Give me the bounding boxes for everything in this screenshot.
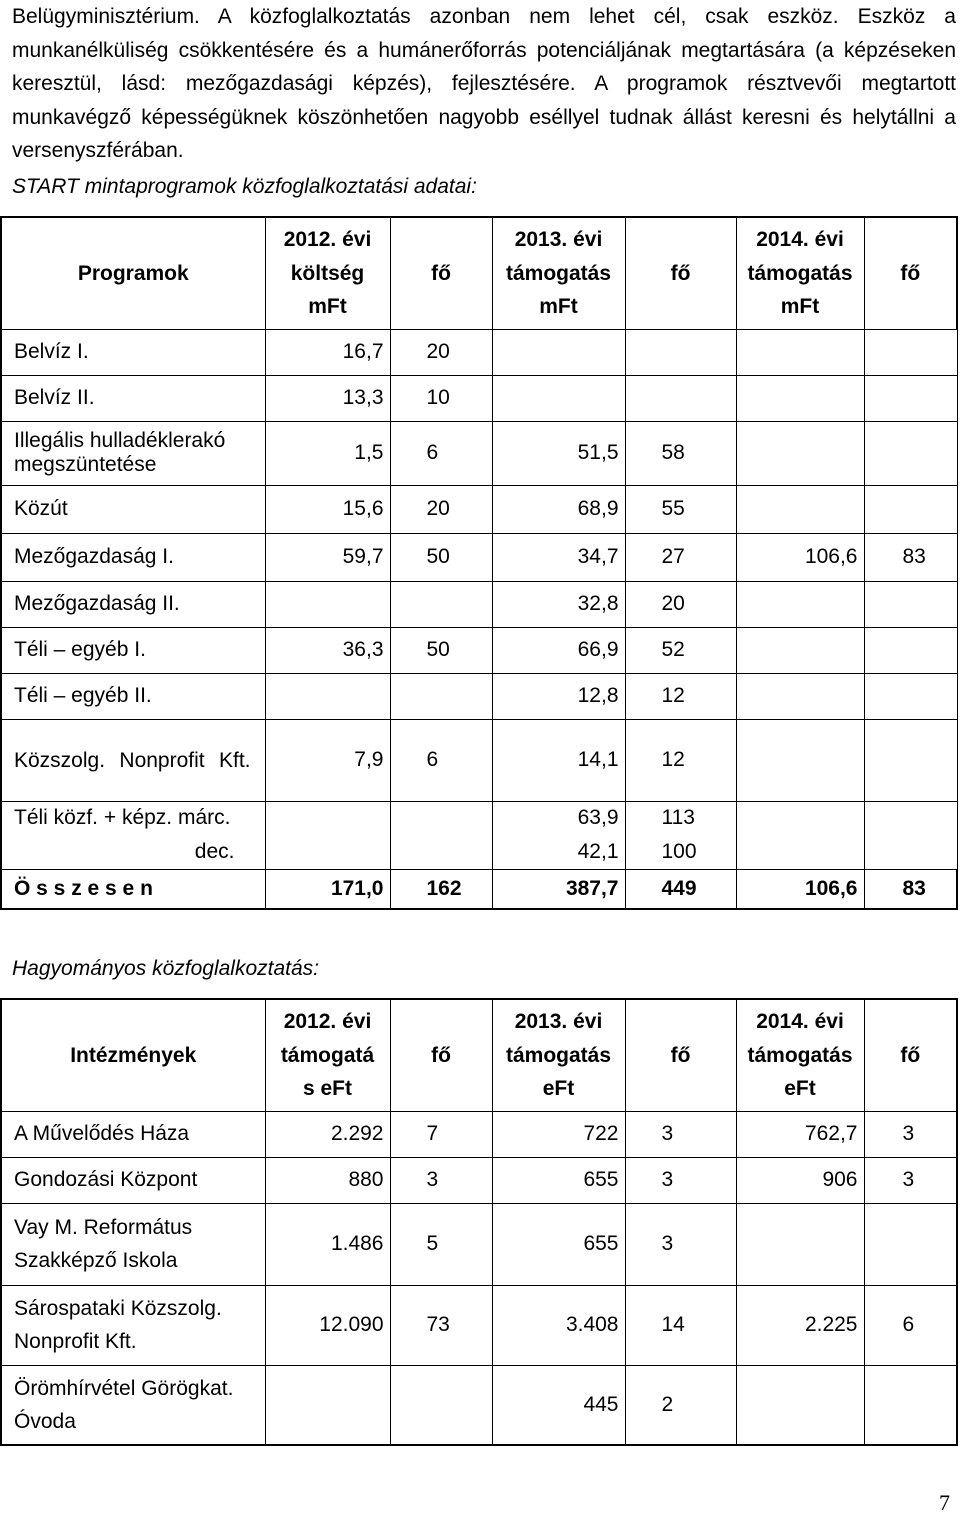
- row-label: Sárospataki Közszolg. Nonprofit Kft.: [1, 1285, 265, 1365]
- header-2014-support: 2014. évi támogatás eFt: [736, 999, 864, 1111]
- cell: 50: [390, 627, 492, 673]
- row-label: Mezőgazdaság I.: [1, 533, 265, 581]
- table-row: [1, 1365, 957, 1445]
- cell: 32,8: [492, 581, 625, 627]
- cell: 100: [625, 835, 736, 869]
- total-cell: 171,0: [265, 869, 390, 909]
- cell: 3: [625, 1111, 736, 1157]
- cell: 14,1: [492, 719, 625, 801]
- row-label: Mezőgazdaság II.: [1, 581, 265, 627]
- table-row: [1, 1111, 957, 1157]
- cell: 12: [625, 719, 736, 801]
- start-programs-table: [0, 216, 958, 910]
- cell: 16,7: [265, 329, 390, 375]
- cell: 10: [390, 375, 492, 421]
- row-label: Belvíz I.: [1, 329, 265, 375]
- cell: 59,7: [265, 533, 390, 581]
- cell: 52: [625, 627, 736, 673]
- cell: 14: [625, 1285, 736, 1365]
- row-label: Téli közf. + képz. márc.: [1, 801, 265, 835]
- table-row: [1, 627, 957, 673]
- cell: 36,3: [265, 627, 390, 673]
- table-header-row: [1, 999, 957, 1111]
- row-label: Gondozási Központ: [1, 1157, 265, 1203]
- total-cell: 387,7: [492, 869, 625, 909]
- table-row: [1, 1285, 957, 1365]
- cell: 7,9: [265, 719, 390, 801]
- cell: 113: [625, 801, 736, 835]
- total-cell: 449: [625, 869, 736, 909]
- traditional-employment-table: [0, 998, 958, 1446]
- header-2013-people: fő: [625, 217, 736, 329]
- total-cell: 106,6: [736, 869, 864, 909]
- cell: 722: [492, 1111, 625, 1157]
- row-label: Belvíz II.: [1, 375, 265, 421]
- cell: 3: [625, 1203, 736, 1285]
- cell: 655: [492, 1203, 625, 1285]
- cell: 1.486: [265, 1203, 390, 1285]
- cell: 906: [736, 1157, 864, 1203]
- cell: 20: [390, 485, 492, 533]
- cell: 762,7: [736, 1111, 864, 1157]
- intro-paragraph: Belügyminisztérium. A közfoglalkoztatás azonban nem lehet cél, csak eszköz. Eszköz a munkanélküliség csökkentésére és a humánerőforrás potenciáljának megtartására (a képzéseken keresztül, lásd: mezőgazdasági képzés), fejlesztésére. A programok résztvevői megtartott munkavégző képességüknek köszönhetően nagyobb eséllyel tudnak állást keresni és helytállni a versenyszférában.: [12, 5, 956, 162]
- cell: 42,1: [492, 835, 625, 869]
- cell: 63,9: [492, 801, 625, 835]
- cell: 3.408: [492, 1285, 625, 1365]
- header-2013-support: 2013. évi támogatás mFt: [492, 217, 625, 329]
- cell: 15,6: [265, 485, 390, 533]
- cell: 1,5: [265, 421, 390, 485]
- cell: 66,9: [492, 627, 625, 673]
- cell: 51,5: [492, 421, 625, 485]
- row-label: Illegális hulladéklerakó megszüntetése: [1, 421, 265, 485]
- table-header-row: [1, 217, 957, 329]
- cell: 6: [390, 421, 492, 485]
- cell: 50: [390, 533, 492, 581]
- cell: 655: [492, 1157, 625, 1203]
- table-row: [1, 1203, 957, 1285]
- cell: 13,3: [265, 375, 390, 421]
- cell: 12.090: [265, 1285, 390, 1365]
- cell: 58: [625, 421, 736, 485]
- cell: 880: [265, 1157, 390, 1203]
- header-2012-people: fő: [390, 217, 492, 329]
- row-label: Közszolg. Nonprofit Kft.: [1, 719, 265, 801]
- row-label: A Művelődés Háza: [1, 1111, 265, 1157]
- cell: 445: [492, 1365, 625, 1445]
- cell: 12: [625, 673, 736, 719]
- table-row: [1, 533, 957, 581]
- row-label: Téli – egyéb II.: [1, 673, 265, 719]
- cell: 5: [390, 1203, 492, 1285]
- cell: 2: [625, 1365, 736, 1445]
- cell: 3: [864, 1157, 957, 1203]
- cell: 3: [390, 1157, 492, 1203]
- header-2014-people: fő: [864, 217, 957, 329]
- traditional-table-caption: Hagyományos közfoglalkoztatás:: [12, 957, 319, 980]
- cell: 73: [390, 1285, 492, 1365]
- cell: 55: [625, 485, 736, 533]
- table-row: [1, 375, 957, 421]
- header-2014-people: fő: [864, 999, 957, 1111]
- cell: 20: [625, 581, 736, 627]
- row-label: Vay M. Református Szakképző Iskola: [1, 1203, 265, 1285]
- table-row: [1, 421, 957, 485]
- table-row: [1, 835, 957, 869]
- header-programs: Programok: [1, 217, 265, 329]
- header-2012-people: fő: [390, 999, 492, 1111]
- table-row: [1, 801, 957, 835]
- total-row: [1, 869, 957, 909]
- header-2012-support: 2012. évi támogatá s eFt: [265, 999, 390, 1111]
- table-row: [1, 581, 957, 627]
- table-row: [1, 719, 957, 801]
- row-label: Közút: [1, 485, 265, 533]
- header-institutions: Intézmények: [1, 999, 265, 1111]
- cell: 34,7: [492, 533, 625, 581]
- header-2012-cost: 2012. évi költség mFt: [265, 217, 390, 329]
- cell: 6: [390, 719, 492, 801]
- table-row: [1, 485, 957, 533]
- cell: 68,9: [492, 485, 625, 533]
- cell: 27: [625, 533, 736, 581]
- cell: 7: [390, 1111, 492, 1157]
- cell: 6: [864, 1285, 957, 1365]
- cell: 3: [864, 1111, 957, 1157]
- table-row: [1, 1157, 957, 1203]
- header-2014-support: 2014. évi támogatás mFt: [736, 217, 864, 329]
- cell: 3: [625, 1157, 736, 1203]
- row-label: Örömhírvétel Görögkat. Óvoda: [14, 1376, 234, 1433]
- header-2013-people: fő: [625, 999, 736, 1111]
- total-label: Ö s s z e s e n: [1, 869, 265, 909]
- cell: 12,8: [492, 673, 625, 719]
- cell: 2.225: [736, 1285, 864, 1365]
- table-row: [1, 329, 957, 375]
- start-table-caption: START mintaprogramok közfoglalkoztatási adatai:: [12, 175, 477, 198]
- table-row: [1, 673, 957, 719]
- total-cell: 162: [390, 869, 492, 909]
- header-2013-support: 2013. évi támogatás eFt: [492, 999, 625, 1111]
- total-cell: 83: [864, 869, 957, 909]
- cell: 106,6: [736, 533, 864, 581]
- row-label: dec.: [1, 835, 265, 869]
- cell: 20: [390, 329, 492, 375]
- page-number: 7: [939, 1490, 950, 1515]
- row-label: Téli – egyéb I.: [1, 627, 265, 673]
- cell: 83: [864, 533, 957, 581]
- cell: 2.292: [265, 1111, 390, 1157]
